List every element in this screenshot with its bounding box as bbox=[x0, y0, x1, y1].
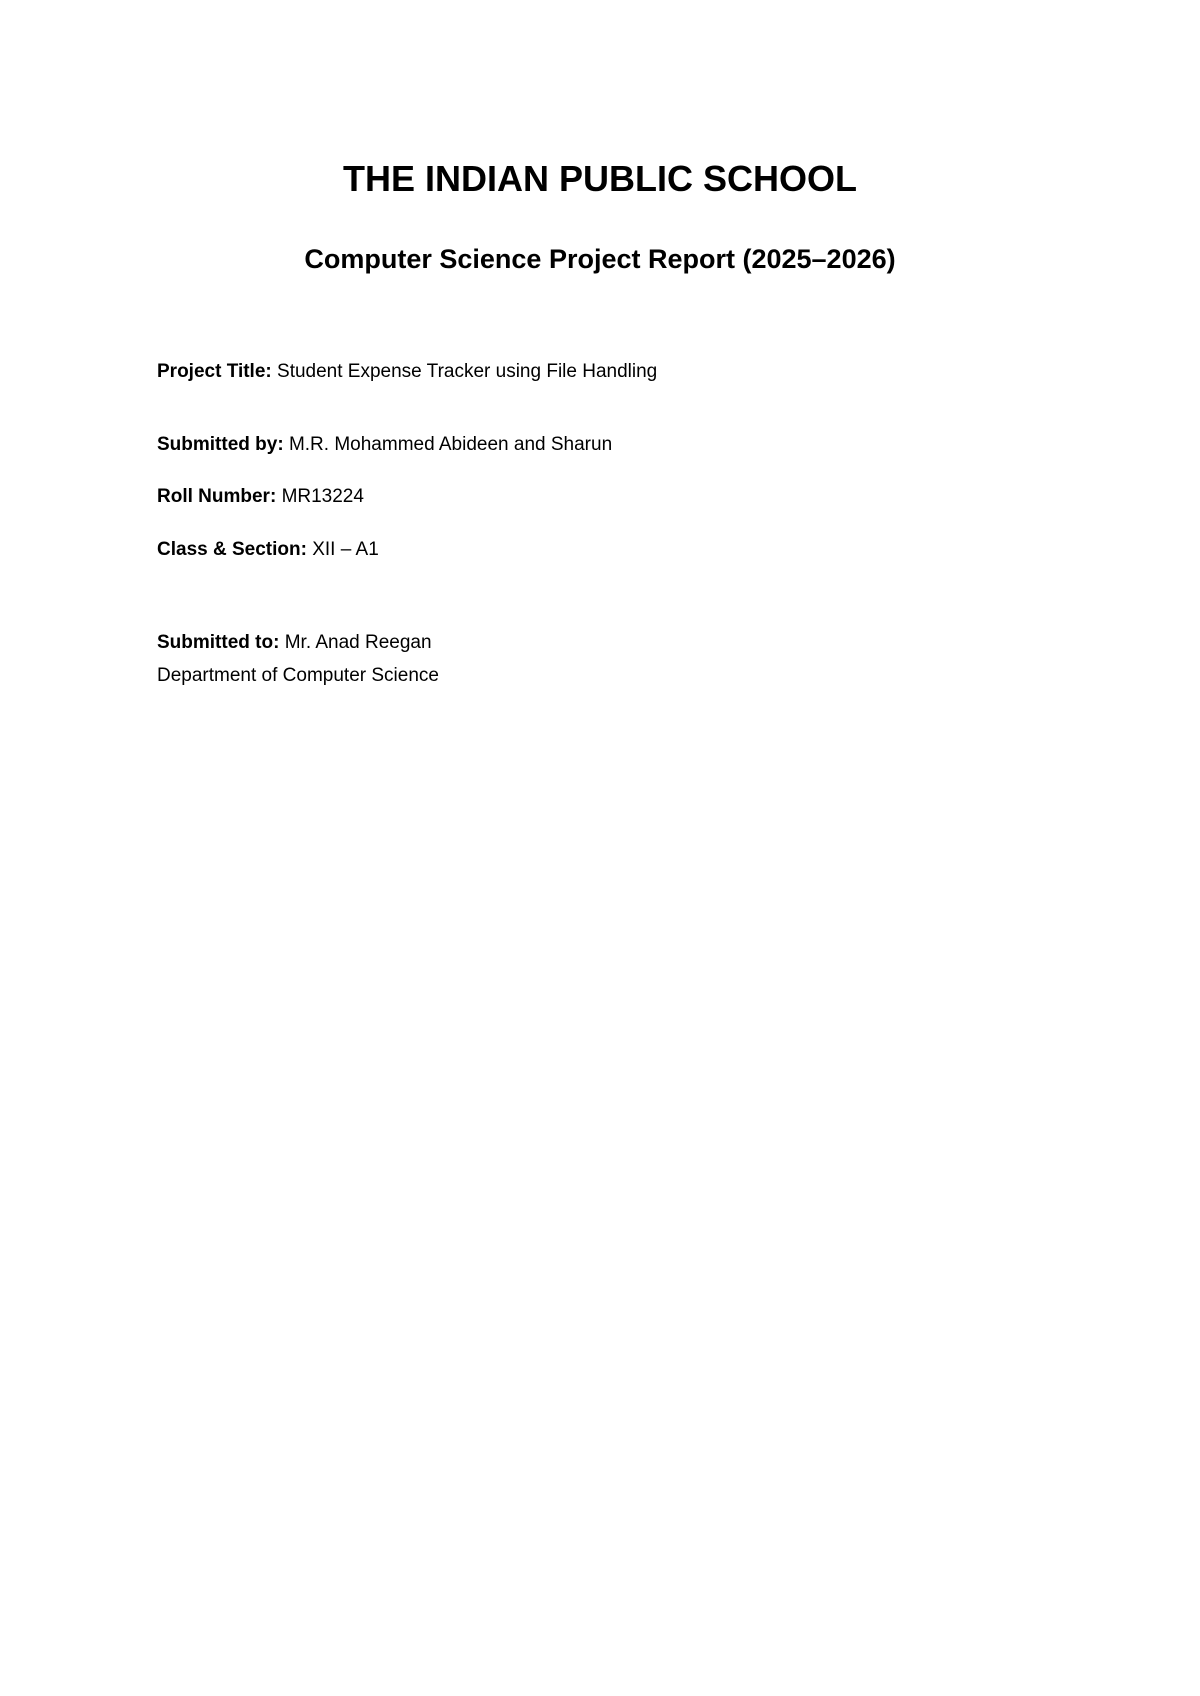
roll-number-label: Roll Number: bbox=[157, 486, 277, 507]
class-section-value: XII – A1 bbox=[312, 539, 379, 560]
roll-number-line bbox=[157, 485, 364, 509]
project-title-value: Student Expense Tracker using File Handling bbox=[277, 361, 658, 382]
submitted-to-line bbox=[157, 631, 432, 655]
project-title-label: Project Title: bbox=[157, 361, 272, 382]
report-title: Computer Science Project Report (2025–2026) bbox=[304, 244, 896, 274]
school-name: THE INDIAN PUBLIC SCHOOL bbox=[342, 158, 857, 199]
submitted-to-value: Mr. Anad Reegan bbox=[284, 632, 432, 653]
class-section-label: Class & Section: bbox=[157, 539, 307, 560]
submitted-by-value: M.R. Mohammed Abideen and Sharun bbox=[288, 434, 613, 455]
project-title-line bbox=[157, 360, 657, 384]
submitted-by-label: Submitted by: bbox=[157, 434, 284, 455]
submitted-to-label: Submitted to: bbox=[157, 632, 280, 653]
class-section-line bbox=[157, 538, 379, 562]
roll-number-value: MR13224 bbox=[281, 486, 364, 507]
submitted-by-line bbox=[157, 433, 612, 457]
department-line: Department of Computer Science bbox=[157, 665, 439, 686]
